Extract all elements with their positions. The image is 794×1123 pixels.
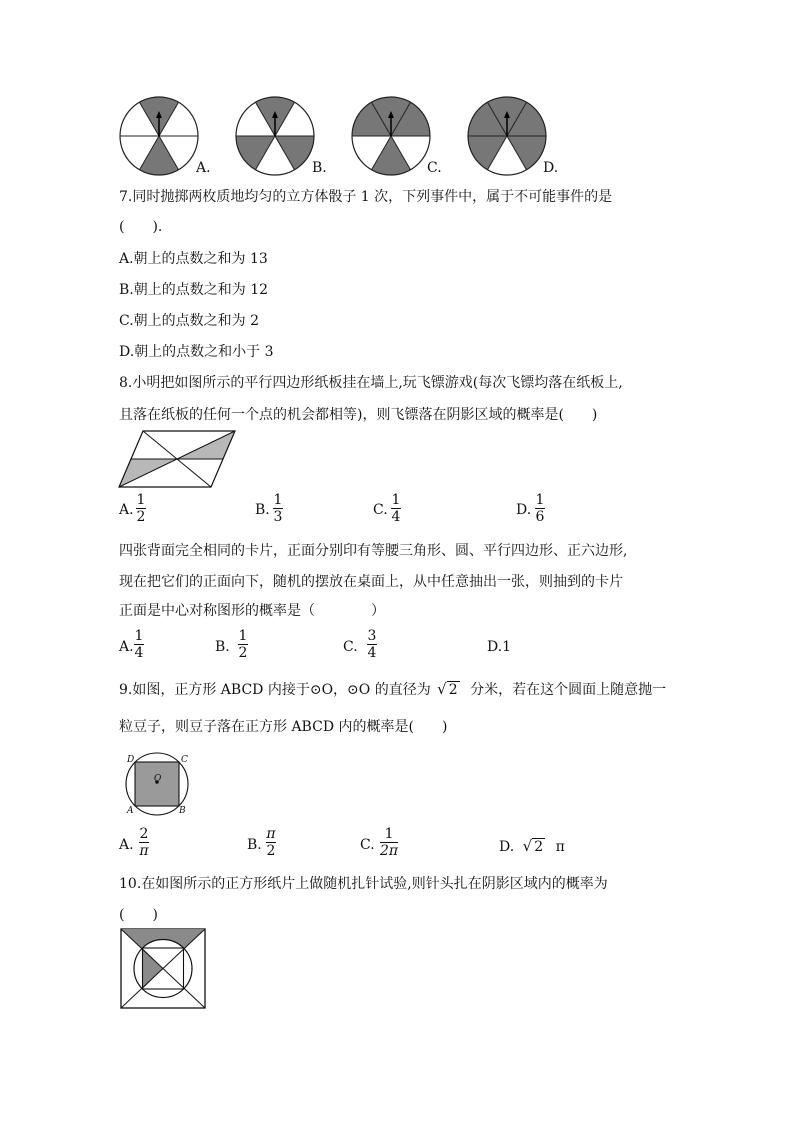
q9-option-d: D. √ 2 π xyxy=(499,837,565,855)
q8-option-c-fraction xyxy=(391,492,401,525)
q9-option-a-label: A. xyxy=(119,837,134,853)
q9-option-b-num: π xyxy=(266,826,276,842)
cards-line1: 四张背面完全相同的卡片，正面分别印有等腰三角形、圆、平行四边形、正六边形, xyxy=(119,543,628,559)
cards-option-a-label: A. xyxy=(119,639,134,655)
q8-option-a-num: 1 xyxy=(136,492,146,508)
spinner-label-c: C. xyxy=(427,160,442,176)
q9-option-d-label: D. xyxy=(499,839,515,855)
q8-option-d-label: D. xyxy=(516,502,532,518)
cards-option-b-label: B. xyxy=(215,639,230,655)
fig-label-c: C xyxy=(181,755,188,765)
q9-option-c-den: 2π xyxy=(380,843,399,859)
parallelogram-figure xyxy=(119,429,239,489)
cards-option-b-num: 1 xyxy=(238,628,248,644)
cards-option-d: D.1 xyxy=(487,639,512,655)
q7-option-a: A.朝上的点数之和为 13 xyxy=(119,251,268,267)
q8-option-a-den: 2 xyxy=(136,509,146,525)
spinner-figure-a xyxy=(119,96,199,176)
cards-option-a-den: 4 xyxy=(134,645,144,661)
cards-option-b-fraction xyxy=(238,628,248,661)
q8-option-d-num: 1 xyxy=(535,492,545,508)
q7-option-c: C.朝上的点数之和为 2 xyxy=(119,313,260,329)
cards-option-a-fraction xyxy=(134,628,144,661)
q9-option-b-den: 2 xyxy=(266,843,276,859)
q9-option-b-label: B. xyxy=(247,837,262,853)
q9-option-d-suffix: π xyxy=(555,839,565,855)
fig-label-b: B xyxy=(179,806,186,816)
q8-option-b-num: 1 xyxy=(273,492,283,508)
q8-stem-line1: 8.小明把如图所示的平行四边形纸板挂在墙上,玩飞镖游戏(每次飞镖均落在纸板上, xyxy=(119,375,623,391)
q8-stem-line2: 且落在纸板的任何一个点的机会都相等)，则飞镖落在阴影区域的概率是( ) xyxy=(119,407,598,423)
q8-option-c-num: 1 xyxy=(391,492,401,508)
inscribed-square-figure xyxy=(119,750,194,818)
q7-paren: ( ). xyxy=(119,219,163,235)
fig-label-o: O xyxy=(154,774,162,784)
q8-option-c-label: C. xyxy=(373,502,388,518)
q8-option-b-label: B. xyxy=(255,502,270,518)
spinner-figure-b xyxy=(235,96,315,176)
cards-option-c-den: 4 xyxy=(367,645,377,661)
q9-line1 xyxy=(119,679,666,699)
q9-option-c-fraction xyxy=(380,826,398,859)
spinner-label-b: B. xyxy=(312,160,327,176)
q9-option-a-fraction xyxy=(139,826,149,859)
cards-option-b-den: 2 xyxy=(238,645,248,661)
q9-option-b-fraction xyxy=(266,826,276,859)
fig-label-a: A xyxy=(127,806,134,816)
cards-option-a-num: 1 xyxy=(134,628,144,644)
q9-line1-a: 9.如图，正方形 ABCD 内接于⊙O，⊙O 的直径为 xyxy=(119,682,431,698)
fig-label-d: D xyxy=(127,755,135,765)
q9-option-c-num: 1 xyxy=(384,826,394,842)
q9-option-d-sqrt-value: 2 xyxy=(534,839,544,855)
q7-stem: 7.同时抛掷两枚质地均匀的立方体骰子 1 次，下列事件中，属于不可能事件的是 xyxy=(119,189,613,205)
q9-line2: 粒豆子，则豆子落在正方形 ABCD 内的概率是( ) xyxy=(119,719,448,735)
q10-paren: ( ) xyxy=(119,907,158,923)
cards-line2: 现在把它们的正面向下，随机的摆放在桌面上，从中任意抽出一张，则抽到的卡片 xyxy=(119,574,623,590)
spinner-label-d: D. xyxy=(543,160,559,176)
q8-option-a-label: A. xyxy=(119,502,134,518)
spinner-label-a: A. xyxy=(196,160,211,176)
spinner-figure-c xyxy=(351,96,431,176)
q8-option-a-fraction xyxy=(136,492,146,525)
q8-option-b-fraction xyxy=(273,492,283,525)
q9-line1-b: 分米，若在这个圆面上随意抛一 xyxy=(470,682,667,698)
cards-line3: 正面是中心对称图形的概率是（ ） xyxy=(119,603,385,619)
cards-option-c-label: C. xyxy=(343,639,358,655)
cards-option-c-fraction xyxy=(367,628,377,661)
q9-option-a-num: 2 xyxy=(139,826,149,842)
q7-option-d: D.朝上的点数之和小于 3 xyxy=(119,344,274,360)
q9-option-a-den: π xyxy=(139,843,149,859)
q10-line1: 10.在如图所示的正方形纸片上做随机扎针试验,则针头扎在阴影区域内的概率为 xyxy=(119,876,608,892)
q8-option-b-den: 3 xyxy=(273,509,283,525)
square-circle-figure xyxy=(119,928,207,1010)
cards-option-c-num: 3 xyxy=(367,628,377,644)
spinner-figure-d xyxy=(467,96,547,176)
q9-option-c-label: C. xyxy=(360,837,375,853)
q8-option-d-fraction xyxy=(535,492,545,525)
q8-option-c-den: 4 xyxy=(391,509,401,525)
q7-option-b: B.朝上的点数之和为 12 xyxy=(119,282,269,298)
q9-sqrt: √ 2 xyxy=(437,680,458,698)
q9-sqrt-value: 2 xyxy=(448,682,458,698)
q8-option-d-den: 6 xyxy=(535,509,545,525)
